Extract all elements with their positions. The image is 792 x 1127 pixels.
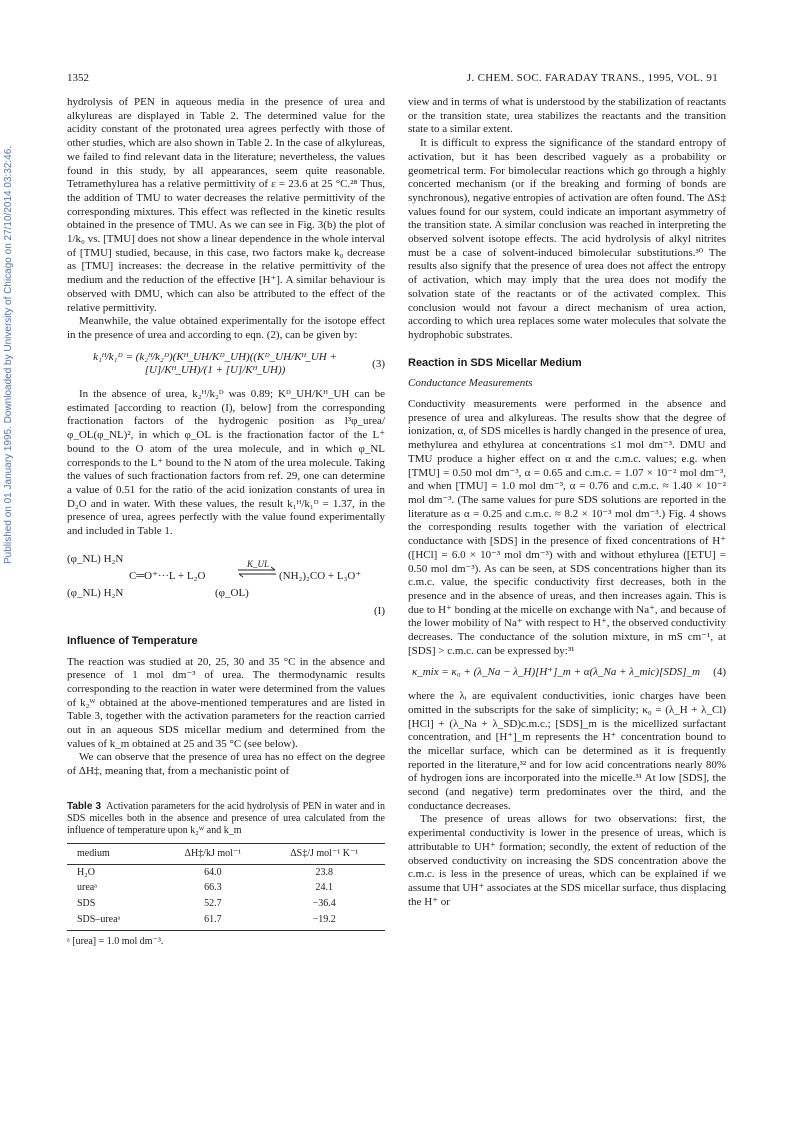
scheme-equilibrium-constant: K_UL xyxy=(247,558,270,569)
table-cell: 66.3 xyxy=(204,882,222,894)
section-heading: Reaction in SDS Micellar Medium xyxy=(408,356,582,369)
subsection-heading: Conductance Measurements xyxy=(408,377,533,390)
scheme-bottom-group: (φ_NL) H₂N xyxy=(67,586,124,599)
table-cell: 52.7 xyxy=(204,897,222,909)
paragraph: The reaction was studied at 20, 25, 30 and 35 °C in the absence and presence of 1 mol dm⁻³ of urea. The thermodynamic results corresponding to the reaction in water were determined from the values of k₂ᵂ obtained at the above-mentioned temperatures and are listed in Table 3, together with the activation parameters for the reaction carried out in an aqueous SDS micellar medium and determined from the values of k_m obtained at 25 and 35 °C (see below). xyxy=(67,655,385,750)
left-column xyxy=(67,96,385,949)
right-column xyxy=(408,96,726,909)
table-cell: −36.4 xyxy=(312,897,336,909)
table-row xyxy=(67,896,385,912)
table-cell: 64.0 xyxy=(204,866,222,878)
table-row xyxy=(67,880,385,896)
paragraph: hydrolysis of PEN in aqueous media in the presence of urea and alkylureas are displayed in Table 2. The determined value for the acidity constant of the protonated urea agrees perfectly with those of other studies, which are also shown in Table 2. In the case of alkylureas, we failed to find relevant data in the literature; nevertheless, the values found in this study, by all appearances, seem quite reasonable. Tetramethylurea has a relative permittivity of ε = 23.6 at 25 °C.²⁸ Thus, the addition of TMU to water decreases the relative permittivity of the corresponding mixtures. This effect was reflected in the kinetic results obtained in the presence of TMU. As we can see in Fig. 3(b) the plot of 1/k₀ vs. [TMU] does not show a linear dependence in the whole interval of [TMU] studied, because, in this case, two factors make k₀ decrease as [TMU] increases: the decrease in the relative permittivity of the medium and the reduction of the effective [H⁺]. A similar behaviour is observed with DMU, which can also be attributed to the effect of the relative permittivity. xyxy=(67,96,385,314)
equation-number: (4) xyxy=(713,666,726,679)
table-cell: ureaᵃ xyxy=(77,882,97,894)
table-cell: 24.1 xyxy=(315,882,333,894)
equation-number: (3) xyxy=(372,357,385,370)
table-caption-text: Activation parameters for the acid hydrolysis of PEN in water and in SDS micelles both in the absence and presence of urea calculated from the influence of temperature upon k₂ᵂ and k_m xyxy=(67,800,385,836)
reaction-scheme xyxy=(67,553,385,621)
scheme-label: (I) xyxy=(374,604,385,617)
page-number: 1352 xyxy=(67,72,89,84)
paragraph: Meanwhile, the value obtained experimentally for the isotope effect in the presence of urea and according to eqn. (2), can be given by: xyxy=(67,315,385,341)
equation-body: k₁ᴴ/k₁ᴰ = (k₂ᴴ/k₂ᴰ)(Kᴴ_UH/Kᴰ_UH)((Kᴰ_UH/Kᴴ_UH + [U]/Kᴴ_UH)/(1 + [U]/Kᴴ_UH)) xyxy=(93,350,337,377)
table-cell: 23.8 xyxy=(315,866,333,878)
table-caption xyxy=(67,801,385,837)
journal-header: J. CHEM. SOC. FARADAY TRANS., 1995, VOL. 91 xyxy=(466,72,718,84)
scheme-products: (NH₂)₂CO + L₃O⁺ xyxy=(279,569,362,582)
table-footnote: ᵃ [urea] = 1.0 mol dm⁻³. xyxy=(67,936,164,948)
paragraph: In the absence of urea, k₂ᴴ/k₂ᴰ was 0.89; Kᴰ_UH/Kᴴ_UH can be estimated [according to reaction (I), below] from the corresponding fractionation factors of the hydrogenic position as l³φ_urea/φ_OL(φ_NL)², in which φ_OL is the fractionation factor of the L⁺ bound to the O atom of the urea molecule, and in which φ_NL corresponds to the L⁺ bound to the N atom of the urea molecule. Taking the values of such fractionation factors from ref. 29, one can determine a value of 0.51 for the ratio of the acid ionization constants of urea in D₂O and in water. With these values, the result k₁ᴴ/k₁ᴰ = 1.37, in the presence of urea, agrees perfectly with the value found experimentally and included in Table 1. xyxy=(67,388,385,538)
equilibrium-arrow xyxy=(237,565,277,584)
download-watermark[interactable]: Published on 01 January 1995. Downloaded by University of Chicago on 27/10/2014 03:32:46. xyxy=(3,145,14,565)
paragraph: where the λᵢ are equivalent conductivities, ionic charges have been omitted in the subscripts for the sake of simplicity; κ₀ = (λ_H + λ_Cl)[HCl] + (λ_Na + λ_SD)c.m.c.; [SDS]_m is the micellized surfactant concentration, and [H⁺]_m represents the H⁺ concentration bound to the micellar surface, which can be determined as it is frequently reported in the literature,³² and for low acid concentrations nearly 80% of hydrogen ions are incorporated into the micelle.³¹ At low [SDS], the second (and negative) term predominates over the third, and the conductance decreases. xyxy=(408,690,726,812)
scheme-top-group: (φ_NL) H₂N xyxy=(67,552,124,565)
paragraph: It is difficult to express the significance of the standard entropy of activation, but it has been described vaguely as a probability or geometrical term. For bimolecular reactions which go through a highly concerted mechanism (or if the breaking and forming of bonds are synchronous), negative entropies of activation are often found. The ΔS‡ values found for our system, could indicate an important asymmetry of the transition state. A similar conclusion was reached in interpreting the observed solvent isotope effects. The acid hydrolysis of alkyl nitrites must be a case of solvent-induced bimolecular substitutions.³⁰ The results also signify that the presence of urea does not affect the entropy of activation, which may imply that the urea does not modify the solvation state of the reactants or of the activated complex. This conclusion would not favour a direct mechanism of urea action, according to which urea replaces some water molecules that solvate the hydrophobic substrates. xyxy=(408,137,726,341)
activation-parameters-table xyxy=(67,843,385,932)
paragraph: view and in terms of what is understood by the stabilization of reactants or the transition state, urea stabilizes the reactants and the transition state to a similar extent. xyxy=(408,96,726,136)
scheme-phi-ol: (φ_OL) xyxy=(215,586,249,599)
paragraph: Conductivity measurements were performed in the absence and presence of urea and alkylureas. The results show that the degree of ionization, α, of SDS micelles is hardly changed in the presence of urea, methylurea and ethylurea at concentrations ≤1 mol dm⁻³. DMU and TMU produce a higher effect on α and the c.m.c. values; e.g. when [TMU] = 0.50 mol dm⁻³, α = 0.65 and c.m.c. = 1.07 × 10⁻² mol dm⁻³, and when [TMU] = 1.0 mol dm⁻³, α = 0.76 and c.m.c. ≈ 1.40 × 10⁻² mol dm⁻³. (The same values for pure SDS solutions are reported in the literature as α = 0.25 and c.m.c. ≈ 8.2 × 10⁻³ mol dm⁻³.) Fig. 4 shows the corresponding results together with the variation of electrical conductance with [SDS] in the presence of fixed concentrations of H⁺ ([HCl] = 6.0 × 10⁻³ mol dm⁻³) with and without ethylurea ([ETU] = 0.50 mol dm⁻³). As can be seen, at SDS concentrations higher than its c.m.c. value, the specific conductivity first decreases, both in the presence and in the absence of ureas, and then increases again. This is due to H⁺ bonding at the micelle on exchange with Na⁺, and because of the lower mobility of Na⁺ with respect to H⁺, the observed conductivity decreases. The conductance of the solution mixture, in mS cm⁻¹, at [SDS] > c.m.c. can be expressed by:³¹ xyxy=(408,398,726,657)
paragraph: We can observe that the presence of urea has no effect on the degree of ΔH‡, meaning that, from a mechanistic point of xyxy=(67,751,385,778)
equation-3 xyxy=(67,351,385,378)
table-row xyxy=(67,912,385,931)
table-cell: SDS xyxy=(77,897,96,909)
table-cell: −19.2 xyxy=(263,912,385,931)
section-heading: Influence of Temperature xyxy=(67,634,198,647)
table-header: ΔH‡/kJ mol⁻¹ xyxy=(162,843,263,864)
table-header: ΔS‡/J mol⁻¹ K⁻¹ xyxy=(263,843,385,864)
table-header: medium xyxy=(67,843,162,864)
table-row xyxy=(67,864,385,880)
equation-body: κ_mix = κ₀ + (λ_Na − λ_H)[H⁺]_m + α(λ_Na + λ_mic)[SDS]_m xyxy=(411,666,701,679)
equation-4 xyxy=(408,666,726,680)
paragraph: The presence of ureas allows for two observations: first, the experimental conductivity is lower in the presence of ureas, which is attributable to UH⁺ formation; secondly, the extent of reduction of the observed conductivity on increasing the SDS concentration above the c.m.c. is less in the presence of ureas, which can be explained if we assume that UH⁺ associates at the SDS micellar surface, thus displacing the H⁺ or xyxy=(408,813,726,908)
table-cell: 61.7 xyxy=(162,912,263,931)
table-cell: H₂O xyxy=(77,866,95,878)
table-label: Table 3 xyxy=(67,800,102,812)
scheme-urea-complex: C═O⁺···L + L₂O xyxy=(129,569,206,582)
table-cell: SDS–ureaᵃ xyxy=(67,912,162,931)
